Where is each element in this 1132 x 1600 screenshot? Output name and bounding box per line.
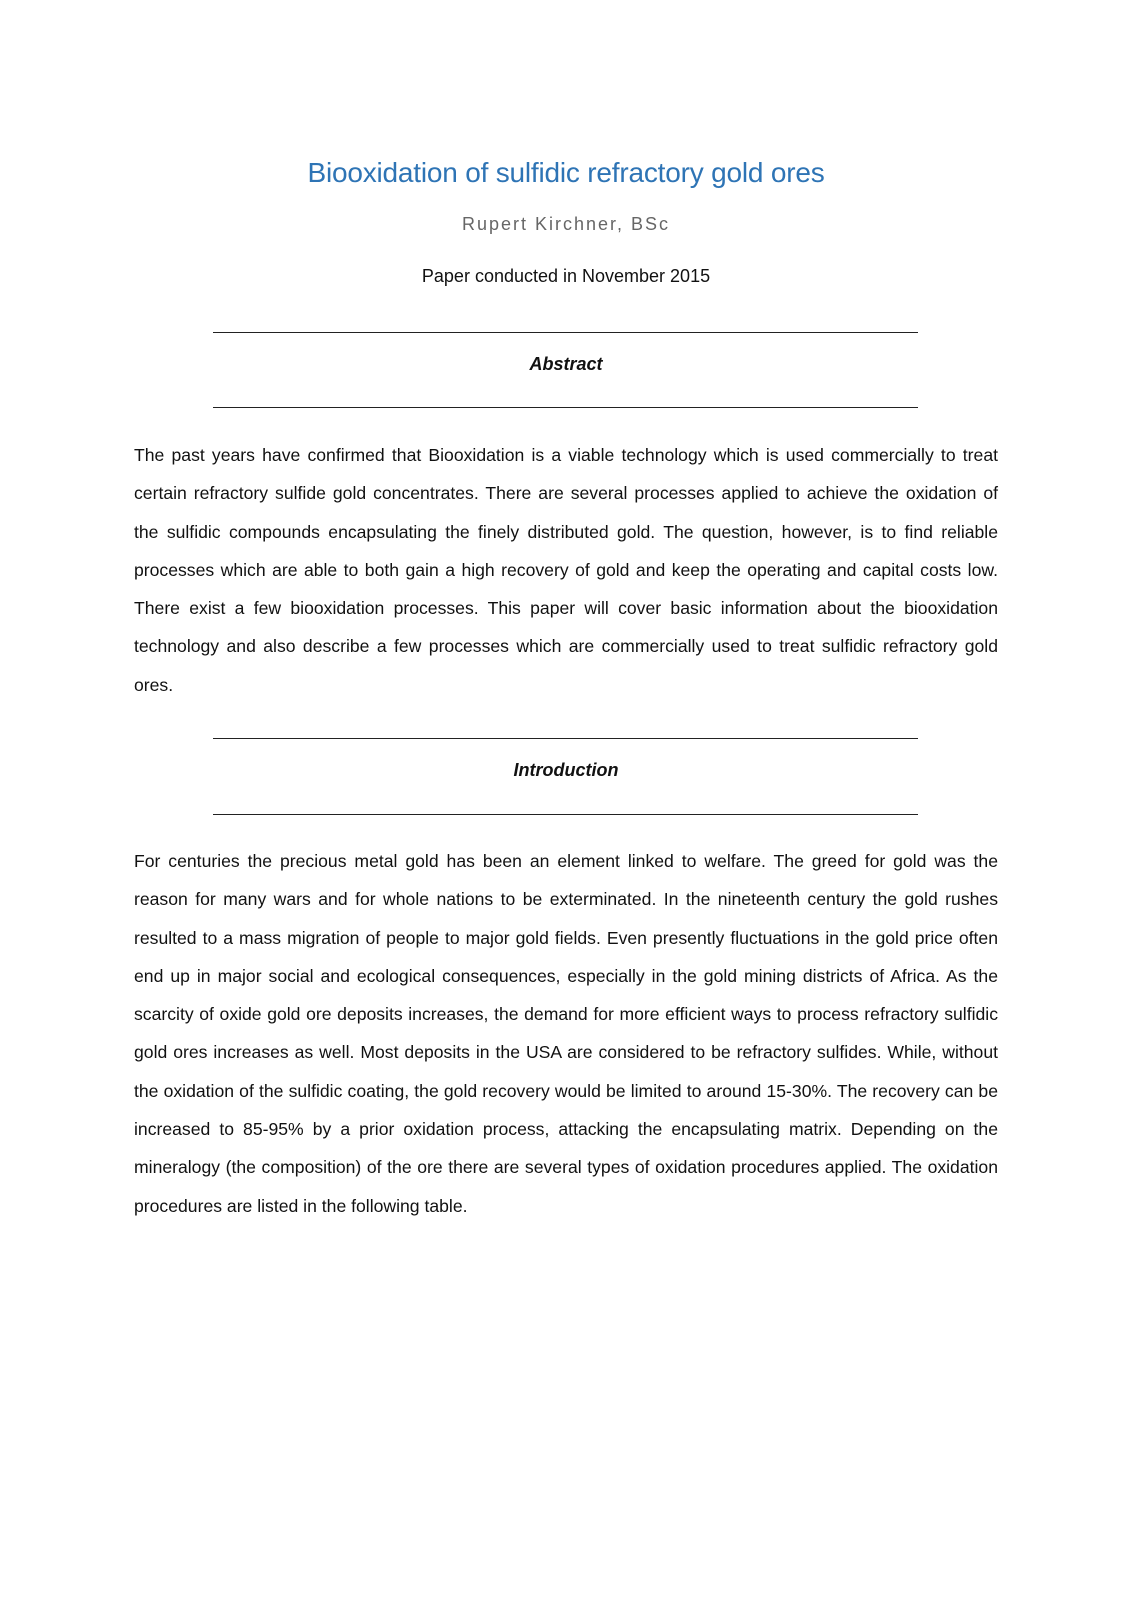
paper-title: Biooxidation of sulfidic refractory gold ores xyxy=(307,157,825,188)
author-line: Rupert Kirchner, BSc xyxy=(461,214,671,234)
introduction-text: For centuries the precious metal gold has been an element linked to welfare. The greed for gold was the reason for many wars and for whole nations to be exterminated. In the nineteenth century the gold rushes resulted to a mass migration of people to major gold fields. Even presently fluctuations in the gold price often end up in major social and ecological consequences, especially in the gold mining districts of Africa. As the scarcity of oxide gold ore deposits increases, the demand for more efficient ways to process refractory sulfidic gold ores increases as well. Most deposits in the USA are considered to be refractory sulfides. While, without the oxidation of the sulfidic coating, the gold recovery would be limited to around 15-30%. The recovery can be increased to 85-95% by a prior oxidation process, attacking the encapsulating matrix. Depending on the mineralogy (the composition) of the ore there are several types of oxidation procedures applied. The oxidation procedures are listed in the following table. xyxy=(134,851,998,1216)
date-line: Paper conducted in November 2015 xyxy=(421,266,711,286)
abstract-text: The past years have confirmed that Biooxidation is a viable technology which is used commercially to treat certain refractory sulfide gold concentrates. There are several processes applied to achieve the oxidation of the sulfidic compounds encapsulating the finely distributed gold. The question, however, is to find reliable processes which are able to both gain a high recovery of gold and keep the operating and capital costs low. There exist a few biooxidation processes. This paper will cover basic information about the biooxidation technology and also describe a few processes which are commercially used to treat sulfidic refractory gold ores. xyxy=(134,445,998,695)
introduction-bottom-rule xyxy=(213,814,918,815)
abstract-heading: Abstract xyxy=(529,354,603,374)
introduction-top-rule xyxy=(213,738,918,739)
introduction-heading: Introduction xyxy=(513,760,619,780)
abstract-top-rule xyxy=(213,332,918,333)
abstract-bottom-rule xyxy=(213,407,918,408)
